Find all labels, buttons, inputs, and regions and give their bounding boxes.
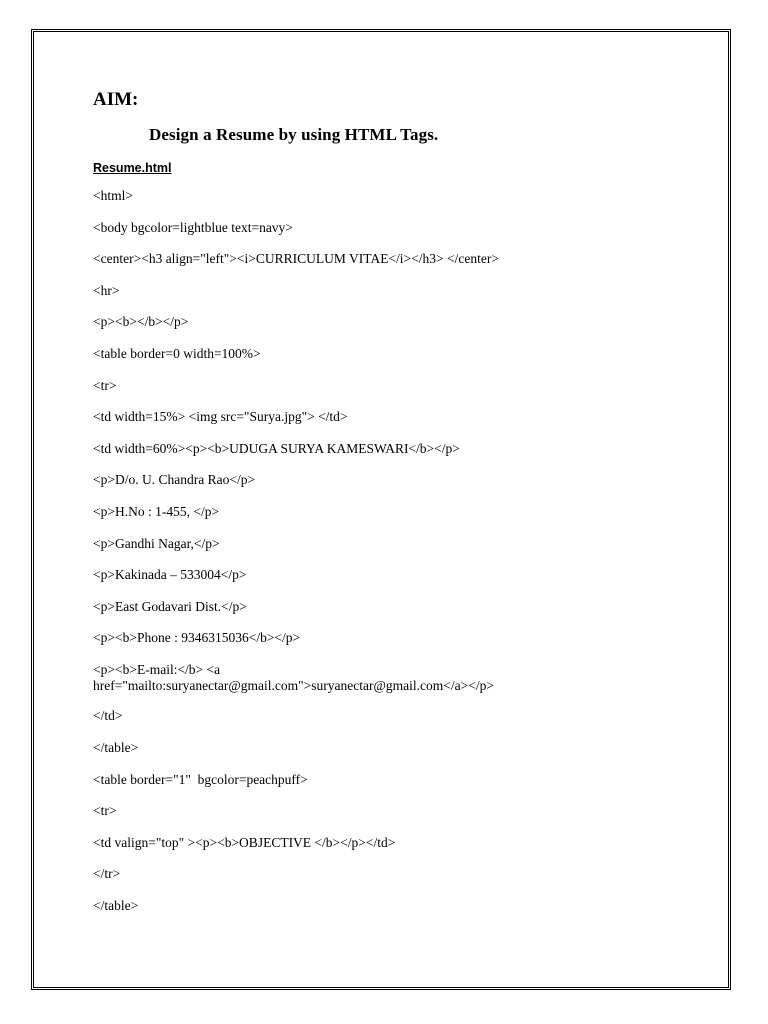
code-line: <hr> bbox=[93, 282, 120, 298]
code-line: <p><b>Phone : 9346315036</b></p> bbox=[93, 630, 301, 646]
aim-heading: AIM: bbox=[93, 89, 139, 110]
code-listing bbox=[93, 188, 703, 930]
document-subtitle: Design a Resume by using HTML Tags. bbox=[149, 125, 439, 144]
code-line: <p>East Godavari Dist.</p> bbox=[93, 598, 247, 614]
code-line: <p>H.No : 1-455, </p> bbox=[93, 503, 220, 519]
code-line: <td valign="top" ><p><b>OBJECTIVE </b></p></td> bbox=[93, 834, 396, 850]
code-line: </tr> bbox=[93, 866, 121, 882]
code-line: </td> bbox=[93, 708, 123, 724]
code-line: <table border=0 width=100%> bbox=[93, 345, 261, 361]
code-line: <body bgcolor=lightblue text=navy> bbox=[93, 219, 293, 235]
filename-label: Resume.html bbox=[93, 161, 172, 175]
code-line: <html> bbox=[93, 188, 133, 203]
code-line: </table> bbox=[93, 897, 139, 913]
code-line: <td width=15%> <img src="Surya.jpg"> </td> bbox=[93, 409, 348, 425]
code-line: <p><b></b></p> bbox=[93, 314, 189, 330]
code-line: <table border="1" bgcolor=peachpuff> bbox=[93, 771, 308, 787]
code-line: <center><h3 align="left"><i>CURRICULUM VITAE</i></h3> </center> bbox=[93, 251, 499, 267]
code-line: <p>D/o. U. Chandra Rao</p> bbox=[93, 472, 256, 488]
code-line: <td width=60%><p><b>UDUGA SURYA KAMESWARI</b></p> bbox=[93, 440, 460, 456]
code-line: <tr> bbox=[93, 377, 117, 393]
code-line: <p><b>E-mail:</b> <a href="mailto:suryanectar@gmail.com">suryanectar@gmail.com</a></p> bbox=[93, 661, 494, 693]
code-line: <tr> bbox=[93, 803, 117, 819]
code-line: </table> bbox=[93, 740, 139, 755]
code-line: <p>Kakinada – 533004</p> bbox=[93, 567, 247, 583]
code-line: <p>Gandhi Nagar,</p> bbox=[93, 535, 220, 551]
